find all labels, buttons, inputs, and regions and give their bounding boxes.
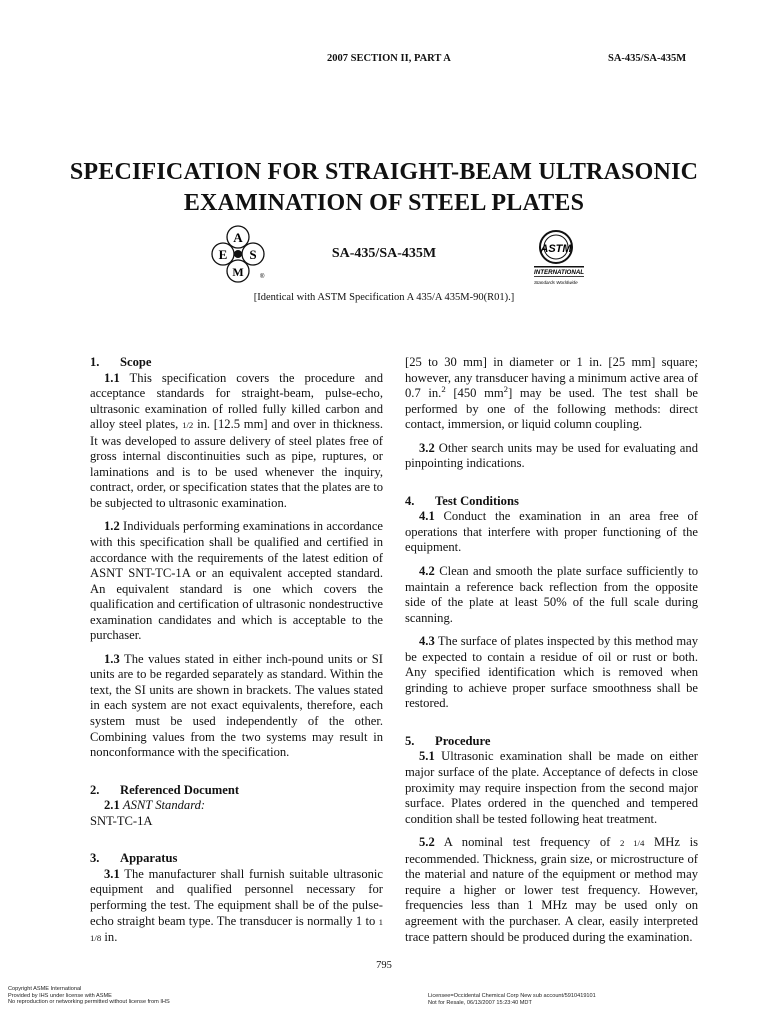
page-number: 795 <box>376 960 392 971</box>
asme-registered-mark: ® <box>260 274 265 280</box>
right-column <box>405 355 698 945</box>
astm-international: INTERNATIONAL <box>534 269 585 276</box>
paragraph-4-3: 4.3 The surface of plates inspected by this method may be expected to contain a residue of oil or rust or both. Any specified identification which is removed when grinding to achieve proper surface smoothness shall be restored. <box>405 634 698 711</box>
astm-letters: ASTM <box>540 243 572 255</box>
asme-letter-bottom: M <box>232 265 244 279</box>
paragraph-1-2: 1.2 Individuals performing examinations in accordance with this specification shall be qualified and certified in accordance with the requirements of the latest edition of ASNT SNT-TC-1A or an equivalent accepted standard. An equivalent standard is one which covers the qualification and certification of ultrasonic nondestructive examination candidates and which is acceptable to the purchaser. <box>90 519 384 643</box>
paragraph-2-1: 2.1 ASNT Standard: <box>104 798 206 813</box>
section-3-heading: 3. Apparatus <box>90 851 178 866</box>
section-4-heading: 4. Test Conditions <box>405 493 519 508</box>
section-2-heading: 2. Referenced Document <box>90 782 240 797</box>
paragraph-3-1-continued: [25 to 30 mm] in diameter or 1 in. [25 mm] square; however, any transducer having a minimum active area of 0.7 in.$^2$ [450 $mm^2$] may be used. The test shall be performed by one of the following methods: direct contact, immersion, or liquid column coupling. <box>405 355 698 432</box>
section-1-heading: 1. Scope <box>90 355 152 369</box>
paragraph-4-2: 4.2 Clean and smooth the plate surface sufficiently to maintain a reference back reflection from the opposite side of the plate at least 50% of the full scale during scanning. <box>405 564 698 625</box>
section-5-heading: 5. Procedure <box>405 733 491 748</box>
paragraph-5-1: 5.1 Ultrasonic examination shall be made on either major surface of the plate. Acceptance of defects in close proximity may require inspection from the second major surface. Plates ordered in the quenched and tempered condition shall be tested following heat treatment. <box>405 749 698 826</box>
paragraph-1-1: 1.1 This specification covers the procedure and acceptance standards for straight-beam, pulse-echo, ultrasonic examination of rolled fully killed carbon and alloy steel plates, 1/2 in. [12.5 mm] and over in thickness. It was developed to assure delivery of steel plates free of gross internal discontinuities such as pipe, ruptures, or laminations and is to be used whenever the inquiry, contract, order, or specification states that the plates are to be subjected to ultrasonic examination. <box>90 370 383 510</box>
astm-tagline: Standards Worldwide <box>534 280 578 285</box>
paragraph-1-3: 1.3 The values stated in either inch-pound units or SI units are to be regarded separately as standard. Within the text, the SI units are shown in brackets. The values stated in each system are not exact equivalents, therefore, each system must be used independently of the other. Combining values from the two systems may result in nonconformance with the specification. <box>90 651 384 760</box>
paragraph-3-2: 3.2 Other search units may be used for evaluating and pinpointing indications. <box>405 440 698 471</box>
spec-number: SA-435/SA-435M <box>331 246 437 261</box>
paragraph-5-2: 5.2 A nominal test frequency of 2 1/4 MHz is recommended. Thickness, grain size, or microstructure of the material and nature of the equipment or method may require a higher or lower test frequency. However, frequencies less than 1 MHz may be used only on agreement with the purchaser. A clear, easily interpreted trace pattern should be produced during the examination. <box>405 835 698 944</box>
title-line-2: EXAMINATION OF STEEL PLATES <box>183 190 585 216</box>
asme-letter-left: E <box>218 247 228 262</box>
asme-letter-top: A <box>233 230 243 245</box>
title-line-1: SPECIFICATION FOR STRAIGHT-BEAM ULTRASONIC <box>69 159 699 185</box>
paragraph-4-1: 4.1 Conduct the examination in an area free of operations that interfere with proper functioning of the equipment. <box>405 509 698 555</box>
asme-letter-right: S <box>249 247 257 262</box>
left-column <box>90 355 383 947</box>
document-title <box>0 157 768 219</box>
footer-license-left: Copyright ASME International Provided by IHS under license with ASME No reproduction or networking permitted without license from IHS <box>8 986 170 1006</box>
astm-logo <box>530 227 592 289</box>
running-header-section: 2007 SECTION II, PART A <box>327 53 451 64</box>
referenced-standard-item: SNT-TC-1A <box>90 813 153 828</box>
paragraph-3-1: 3.1 The manufacturer shall furnish suitable ultrasonic equipment and qualified personnel necessary for performing the test. The equipment shall be of the pulse-echo straight beam type. The transducer is normally 1 to 1 1/8 in. <box>90 866 384 945</box>
identical-with-note: [Identical with ASTM Specification A 435/A 435M-90(R01).] <box>253 292 515 303</box>
footer-license-right: Licensee=Occidental Chemical Corp New sub account/5910419101 Not for Resale, 06/13/2007 15:23:40 MDT <box>428 993 596 1006</box>
running-header-spec: SA-435/SA-435M <box>608 53 687 64</box>
